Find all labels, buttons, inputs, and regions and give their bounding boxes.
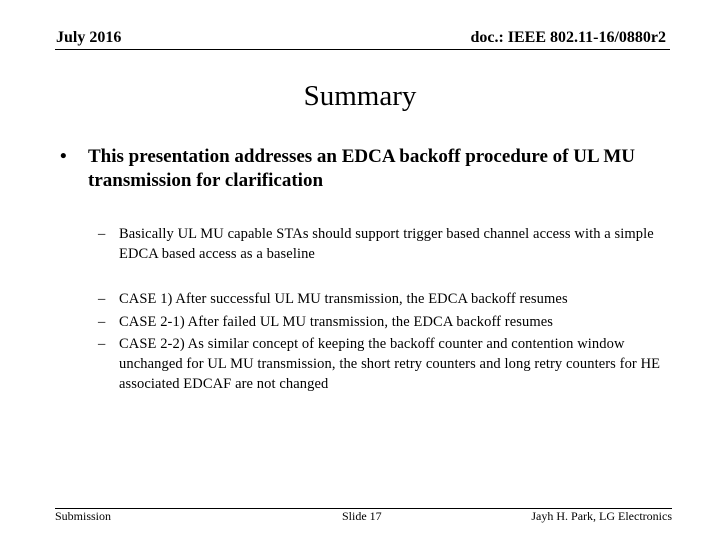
footer-submission: Submission	[55, 509, 112, 523]
header-divider	[55, 49, 670, 50]
slide-title: Summary	[303, 80, 417, 112]
sub-bullet-text: CASE 2-2) As similar concept of keeping the backoff counter and contention window unchanged for UL MU transmission, the short retry counters and long retry counters for HE associated EDCAF are not changed	[119, 336, 661, 392]
main-bullet-text: This presentation addresses an EDCA backoff procedure of UL MU transmission for clarification	[88, 146, 636, 191]
sub-bullet-text: CASE 2-1) After failed UL MU transmission, the EDCA backoff resumes	[119, 314, 553, 330]
bullet-marker: •	[60, 146, 67, 167]
footer-author: Jayh H. Park, LG Electronics	[531, 509, 672, 523]
sub-bullet-text: Basically UL MU capable STAs should support trigger based channel access with a simple EDCA based access as a baseline	[119, 226, 654, 262]
dash-marker: –	[98, 314, 106, 330]
dash-marker: –	[98, 336, 106, 352]
footer-slide-number: Slide 17	[342, 509, 382, 523]
header-doc-id: doc.: IEEE 802.11-16/0880r2	[470, 29, 666, 46]
sub-bullet-text: CASE 1) After successful UL MU transmission, the EDCA backoff resumes	[119, 291, 568, 307]
header-date: July 2016	[56, 29, 122, 46]
dash-marker: –	[98, 291, 106, 307]
dash-marker: –	[98, 226, 106, 242]
